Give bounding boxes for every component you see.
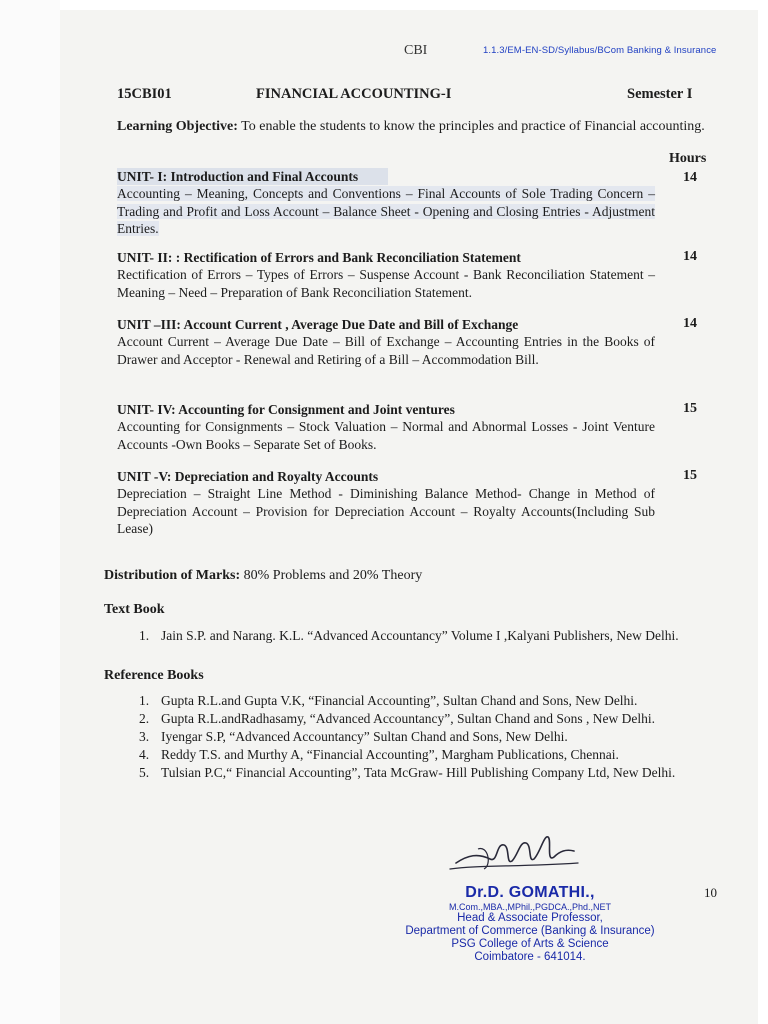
list-item: 3. Iyengar S.P, “Advanced Accountancy” Sultan Chand and Sons, New Delhi. bbox=[139, 729, 568, 744]
unit-4-hours: 15 bbox=[683, 401, 697, 416]
unit-4 bbox=[117, 401, 657, 453]
semester-label: Semester I bbox=[627, 86, 693, 102]
header-department-code: CBI bbox=[404, 43, 428, 58]
unit-2 bbox=[117, 249, 657, 301]
unit-5-title: UNIT -V: Depreciation and Royalty Accounts bbox=[117, 469, 379, 484]
distribution-label: Distribution of Marks: bbox=[104, 568, 241, 583]
handwritten-signature bbox=[448, 825, 588, 885]
unit-5-hours: 15 bbox=[683, 468, 697, 483]
distribution-text: 80% Problems and 20% Theory bbox=[240, 568, 423, 583]
stamp-qualifications: M.Com.,MBA.,MPhil.,PGDCA.,Phd.,NET bbox=[448, 902, 612, 912]
stamp-designation: Head & Associate Professor, bbox=[457, 912, 603, 924]
objective-text: To enable the students to know the principles and practice of Financial accounting. bbox=[237, 119, 705, 134]
learning-objective bbox=[117, 118, 720, 135]
page-number: 10 bbox=[704, 885, 717, 900]
header-document-path: 1.1.3/EM-EN-SD/Syllabus/BCom Banking & Insurance bbox=[483, 45, 717, 56]
unit-2-title: UNIT- II: : Rectification of Errors and Bank Reconciliation Statement bbox=[117, 250, 521, 265]
marks-distribution bbox=[104, 568, 422, 584]
unit-1 bbox=[117, 168, 657, 238]
stamp-college: PSG College of Arts & Science bbox=[451, 938, 609, 950]
list-item: 5. Tulsian P.C,“ Financial Accounting”, Tata McGraw- Hill Publishing Company Ltd, New Delhi. bbox=[139, 765, 676, 780]
hours-heading: Hours bbox=[669, 151, 707, 166]
stamp-city: Coimbatore - 641014. bbox=[474, 951, 586, 963]
unit-1-title: UNIT- I: Introduction and Final Accounts bbox=[117, 168, 388, 185]
stamp-name: Dr.D. GOMATHI., bbox=[465, 884, 595, 901]
unit-3 bbox=[117, 316, 657, 368]
reference-books-list bbox=[104, 692, 721, 782]
official-stamp bbox=[380, 884, 680, 964]
scan-margin bbox=[0, 0, 60, 1024]
course-title: FINANCIAL ACCOUNTING-I bbox=[256, 86, 452, 102]
list-item: 1. Jain S.P. and Narang. K.L. “Advanced Accountancy” Volume I ,Kalyani Publishers, New Delhi. bbox=[139, 628, 679, 643]
unit-3-title: UNIT –III: Account Current , Average Due Date and Bill of Exchange bbox=[117, 317, 519, 332]
course-code: 15CBI01 bbox=[117, 86, 172, 102]
unit-5-body: Depreciation – Straight Line Method - Diminishing Balance Method- Change in Method of Depreciation Account – Provision for Depreciation Account – Royalty Accounts(Including Sub Lease) bbox=[117, 486, 655, 536]
text-book-heading: Text Book bbox=[104, 602, 165, 617]
unit-1-hours: 14 bbox=[683, 170, 697, 185]
list-item: 4. Reddy T.S. and Murthy A, “Financial Accounting”, Margham Publications, Chennai. bbox=[139, 747, 619, 762]
list-item: 2. Gupta R.L.andRadhasamy, “Advanced Accountancy”, Sultan Chand and Sons , New Delhi. bbox=[139, 711, 656, 726]
stamp-department: Department of Commerce (Banking & Insurance) bbox=[405, 925, 655, 937]
unit-5 bbox=[117, 468, 657, 538]
unit-2-body: Rectification of Errors – Types of Errors – Suspense Account - Bank Reconciliation Statement – Meaning – Need – Preparation of Bank Reconciliation Statement. bbox=[117, 267, 655, 300]
unit-2-hours: 14 bbox=[683, 249, 697, 264]
unit-3-hours: 14 bbox=[683, 316, 697, 331]
unit-4-body: Accounting for Consignments – Stock Valuation – Normal and Abnormal Losses - Joint Venture Accounts -Own Books – Separate Set of Books. bbox=[117, 419, 655, 452]
unit-1-body: Accounting – Meaning, Concepts and Conventions – Final Accounts of Sole Trading Concern – Trading and Profit and Loss Account – Balance Sheet - Opening and Closing Entries - Adjustment Entries. bbox=[117, 186, 655, 236]
objective-label: Learning Objective: bbox=[117, 119, 238, 134]
list-item: 1. Gupta R.L.and Gupta V.K, “Financial Accounting”, Sultan Chand and Sons, New Delhi. bbox=[139, 693, 638, 708]
unit-3-body: Account Current – Average Due Date – Bill of Exchange – Accounting Entries in the Books of Drawer and Acceptor - Renewal and Retiring of a Bill – Accommodation Bill. bbox=[117, 334, 655, 367]
reference-books-heading: Reference Books bbox=[104, 668, 204, 683]
text-book-list bbox=[104, 627, 721, 645]
unit-4-title: UNIT- IV: Accounting for Consignment and Joint ventures bbox=[117, 402, 455, 417]
